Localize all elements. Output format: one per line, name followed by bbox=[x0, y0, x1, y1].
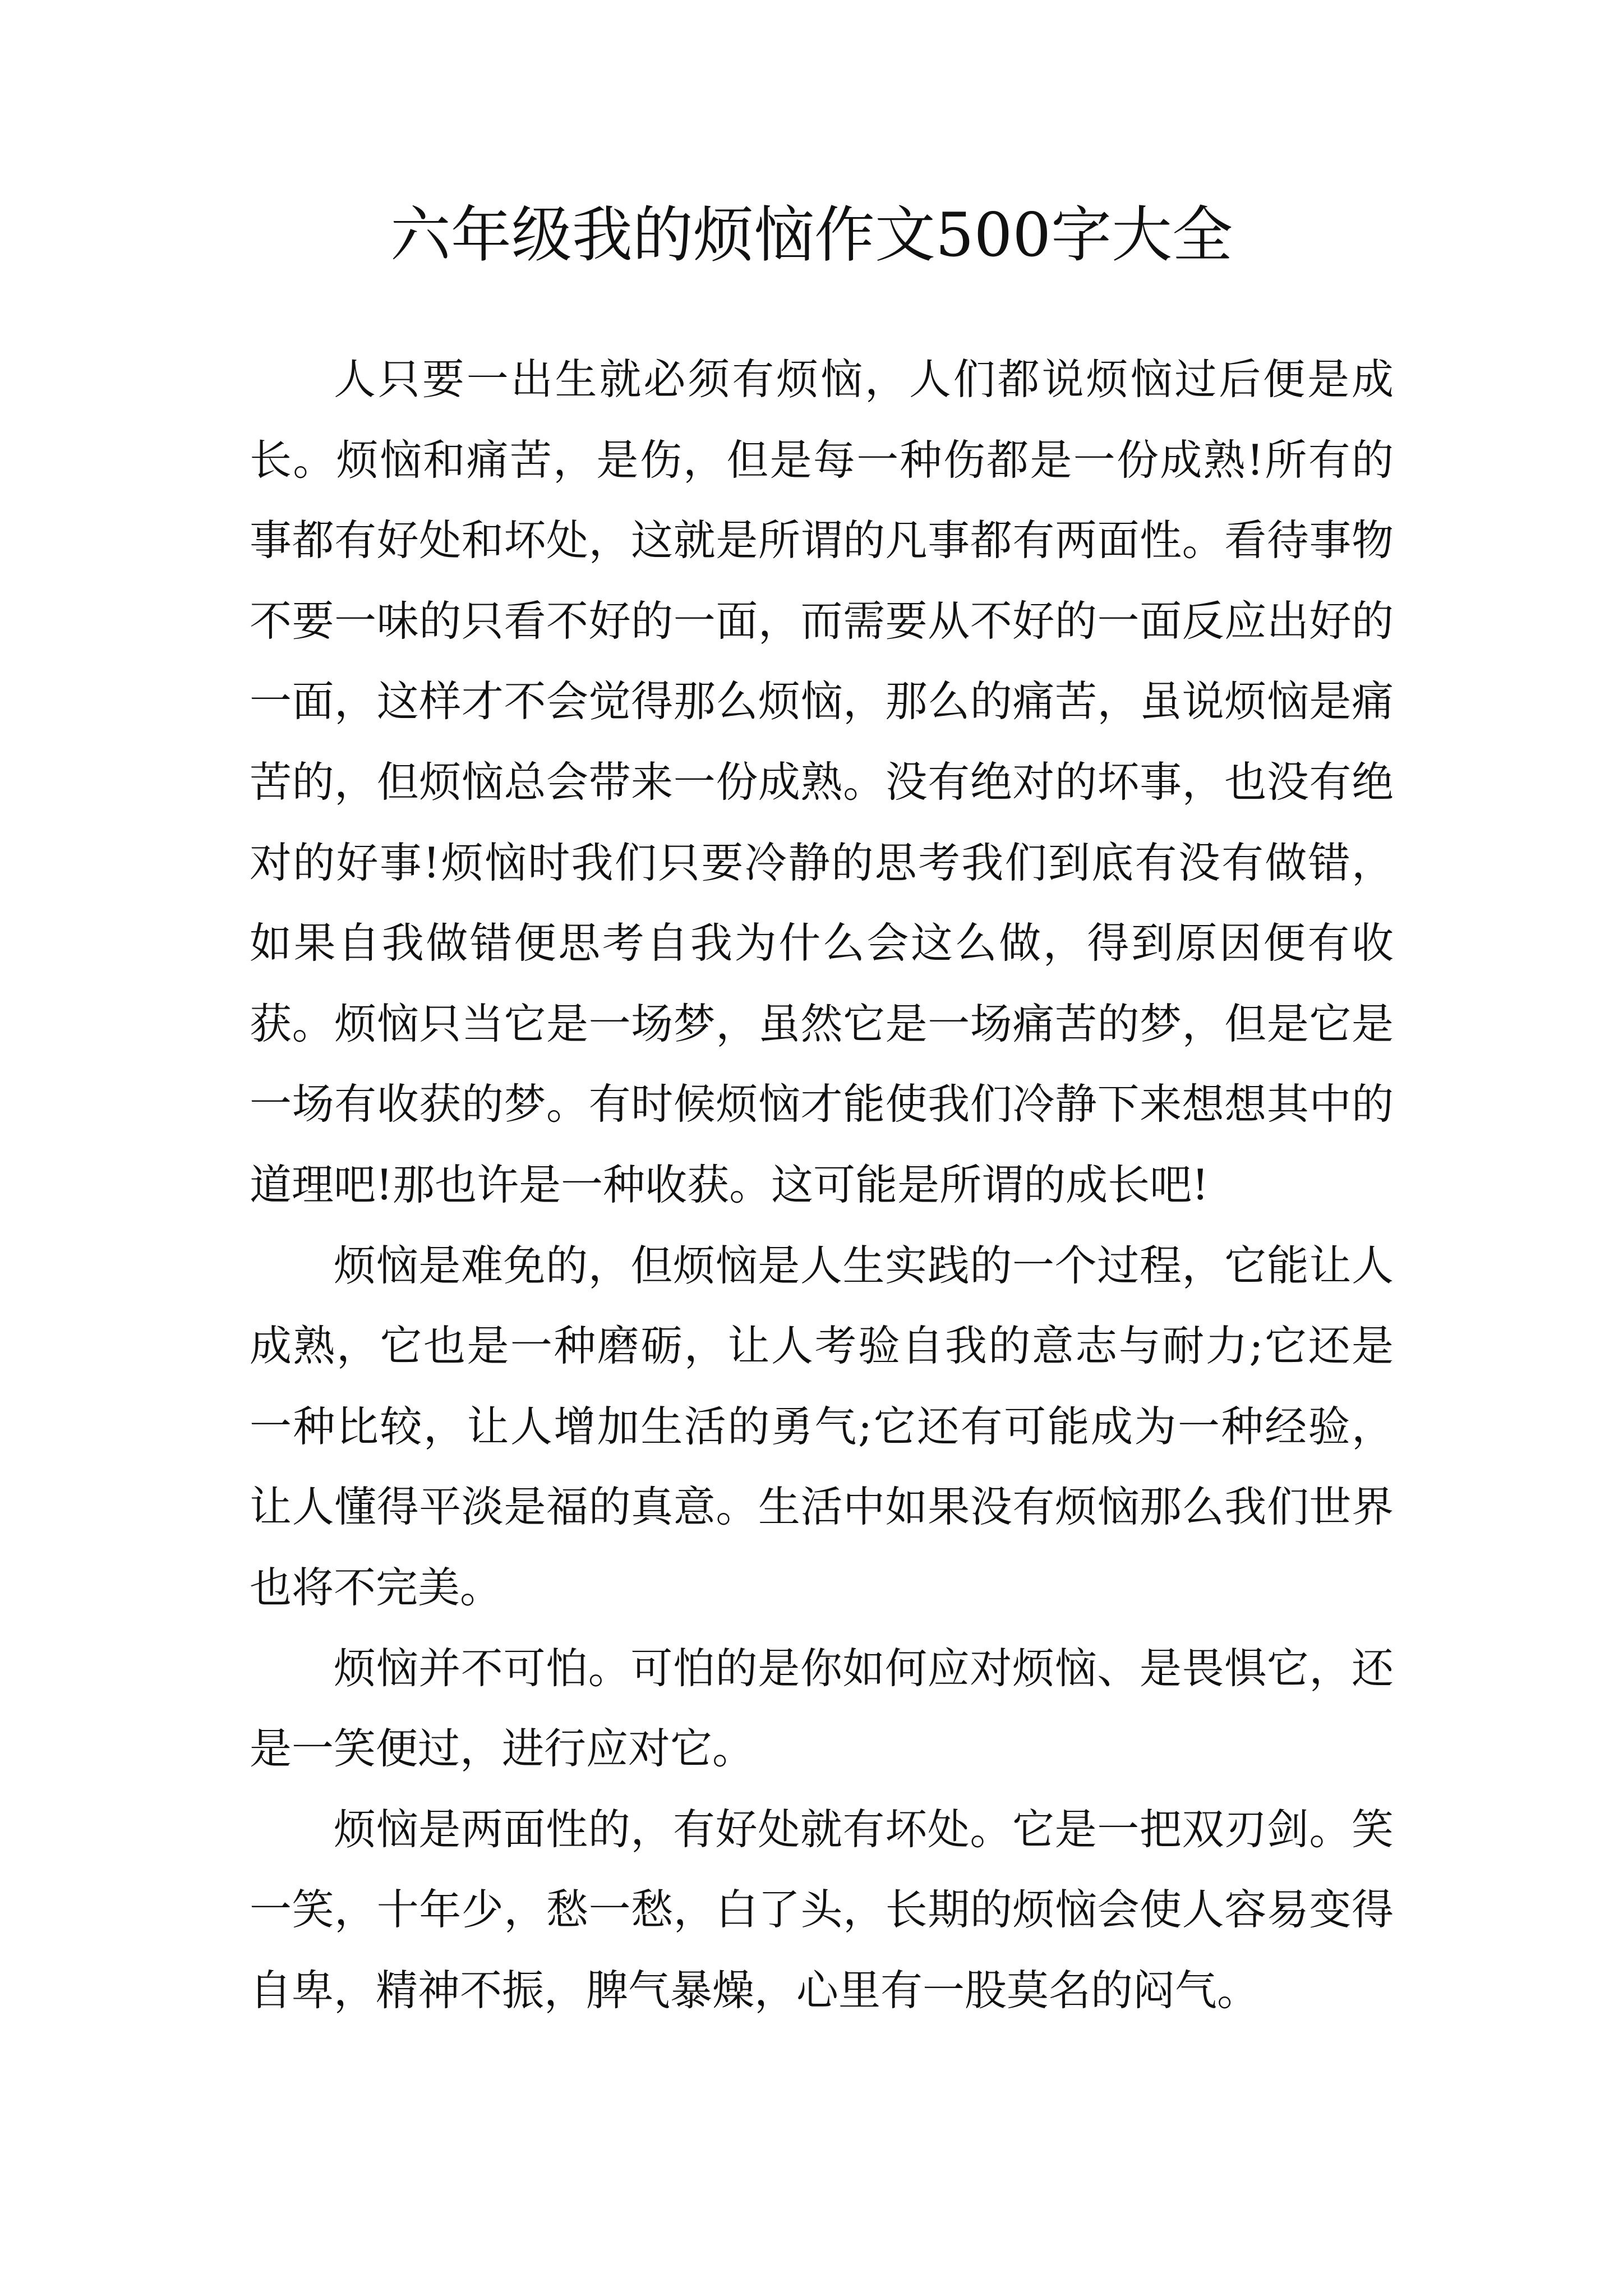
paragraph-2: 烦恼是难免的，但烦恼是人生实践的一个过程，它能让人成熟，它也是一种磨砺，让人考验自我的意志与耐力;它还是一种比较，让人增加生活的勇气;它还有可能成为一种经验，让人懂得平淡是福的真意。生活中如果没有烦恼那么我们世界也将不完美。 bbox=[250, 1240, 1394, 1612]
document-body bbox=[250, 339, 1394, 2031]
paragraph-3: 烦恼并不可怕。可怕的是你如何应对烦恼、是畏惧它，还是一笑便过，进行应对它。 bbox=[250, 1643, 1394, 1774]
paragraph-4: 烦恼是两面性的，有好处就有坏处。它是一把双刃剑。笑一笑，十年少，愁一愁，白了头，长期的烦恼会使人容易变得自卑，精神不振，脾气暴燥，心里有一股莫名的闷气。 bbox=[250, 1804, 1394, 2015]
paragraph-1: 人只要一出生就必须有烦恼，人们都说烦恼过后便是成长。烦恼和痛苦，是伤，但是每一种伤都是一份成熟!所有的事都有好处和坏处，这就是所谓的凡事都有两面性。看待事物不要一味的只看不好的一面，而需要从不好的一面反应出好的一面，这样才不会觉得那么烦恼，那么的痛苦，虽说烦恼是痛苦的，但烦恼总会带来一份成熟。没有绝对的坏事，也没有绝对的好事!烦恼时我们只要冷静的思考我们到底有没有做错，如果自我做错便思考自我为什么会这么做，得到原因便有收获。烦恼只当它是一场梦，虽然它是一场痛苦的梦，但是它是一场有收获的梦。有时候烦恼才能使我们冷静下来想想其中的道理吧!那也许是一种收获。这可能是所谓的成长吧! bbox=[250, 355, 1394, 1209]
document-title: 六年级我的烦恼作文500字大全 bbox=[390, 200, 1233, 270]
